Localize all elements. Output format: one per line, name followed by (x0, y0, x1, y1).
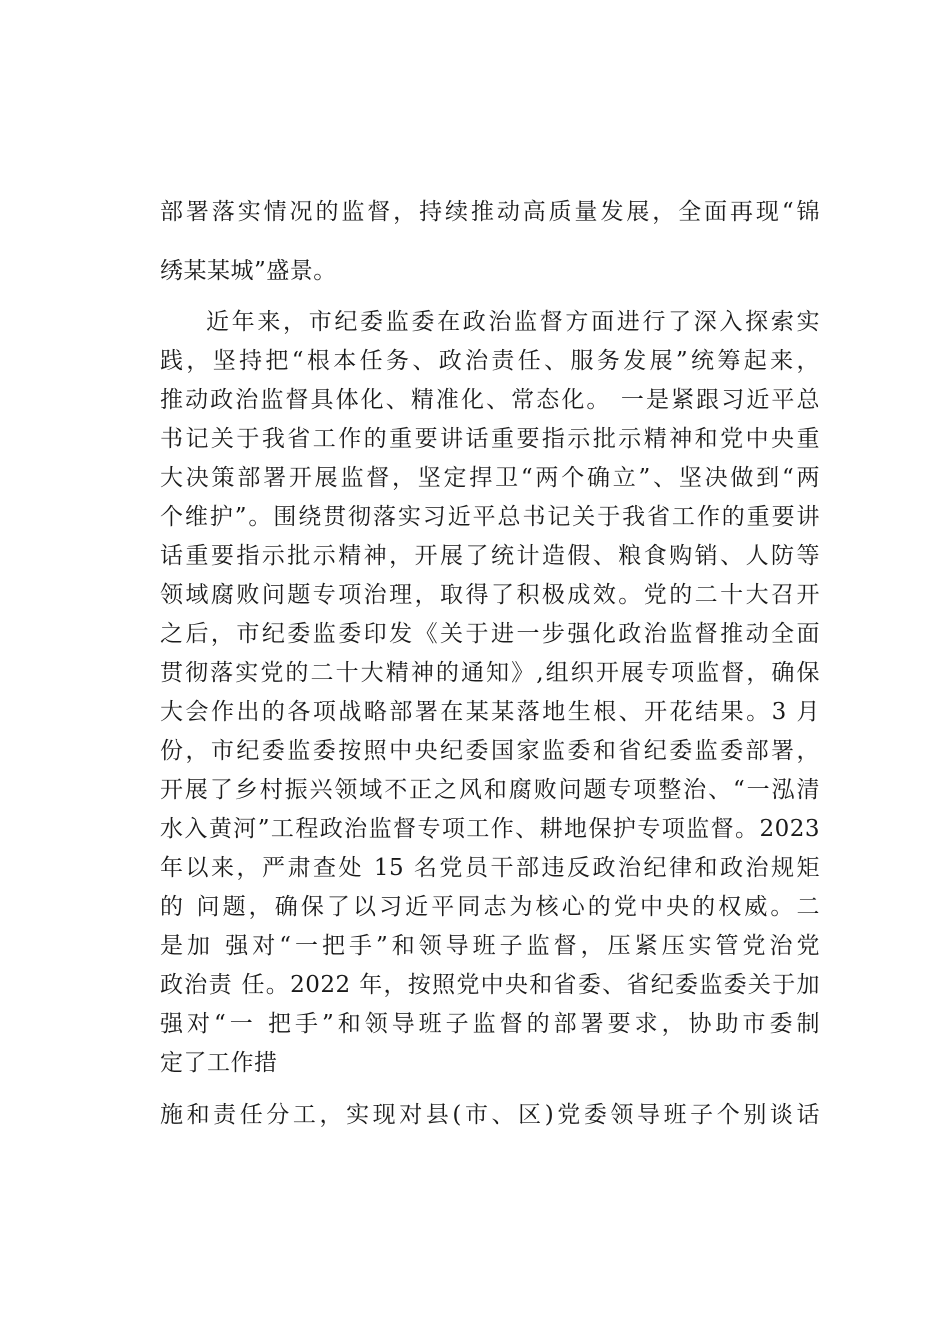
text-line: 大会作出的各项战略部署在某某落地生根、开花结果。3 月 (160, 699, 820, 725)
text-line: 近年来，市纪委监委在政治监督方面进行了深入探索实 (206, 309, 820, 335)
text-line: 贯彻落实党的二十大精神的通知》,组织开展专项监督，确保 (160, 660, 820, 686)
text-line: 之后，市纪委监委印发《关于进一步强化政治监督推动全面 (160, 621, 820, 647)
text-line: 份，市纪委监委按照中央纪委国家监委和省纪委监委部署， (160, 738, 820, 764)
text-line: 施和责任分工，实现对县(市、区)党委领导班子个别谈话 (160, 1102, 820, 1128)
text-line: 话重要指示批示精神，开展了统计造假、粮食购销、人防等 (160, 543, 820, 569)
text-line: 个维护”。围绕贯彻落实习近平总书记关于我省工作的重要讲 (160, 504, 820, 530)
text-line: 绣某某城”盛景。 (160, 258, 337, 284)
text-line: 开展了乡村振兴领域不正之风和腐败问题专项整治、“一泓清 (160, 777, 820, 803)
text-line: 推动政治监督具体化、精准化、常态化。 一是紧跟习近平总 (160, 387, 820, 413)
text-line: 书记关于我省工作的重要讲话重要指示批示精神和党中央重 (160, 426, 820, 452)
text-line: 践，坚持把“根本任务、政治责任、服务发展”统筹起来， (160, 348, 820, 374)
text-line: 强对“一 把手”和领导班子监督的部署要求，协助市委制 (160, 1011, 820, 1037)
text-line: 年以来，严肃查处 15 名党员干部违反政治纪律和政治规矩 (160, 855, 820, 881)
text-line: 的 问题，确保了以习近平同志为核心的党中央的权威。二 (160, 894, 820, 920)
text-line: 政治责 任。2022 年，按照党中央和省委、省纪委监委关于加 (160, 972, 820, 998)
text-line: 大决策部署开展监督，坚定捍卫“两个确立”、坚决做到“两 (160, 465, 820, 491)
text-line: 水入黄河”工程政治监督专项工作、耕地保护专项监督。2023 (160, 816, 820, 842)
text-line: 是加 强对“一把手”和领导班子监督，压紧压实管党治党 (160, 933, 820, 959)
text-line: 领域腐败问题专项治理，取得了积极成效。党的二十大召开 (160, 582, 820, 608)
text-line: 部署落实情况的监督，持续推动高质量发展，全面再现“锦 (160, 199, 820, 225)
text-line: 定了工作措 (160, 1050, 278, 1076)
